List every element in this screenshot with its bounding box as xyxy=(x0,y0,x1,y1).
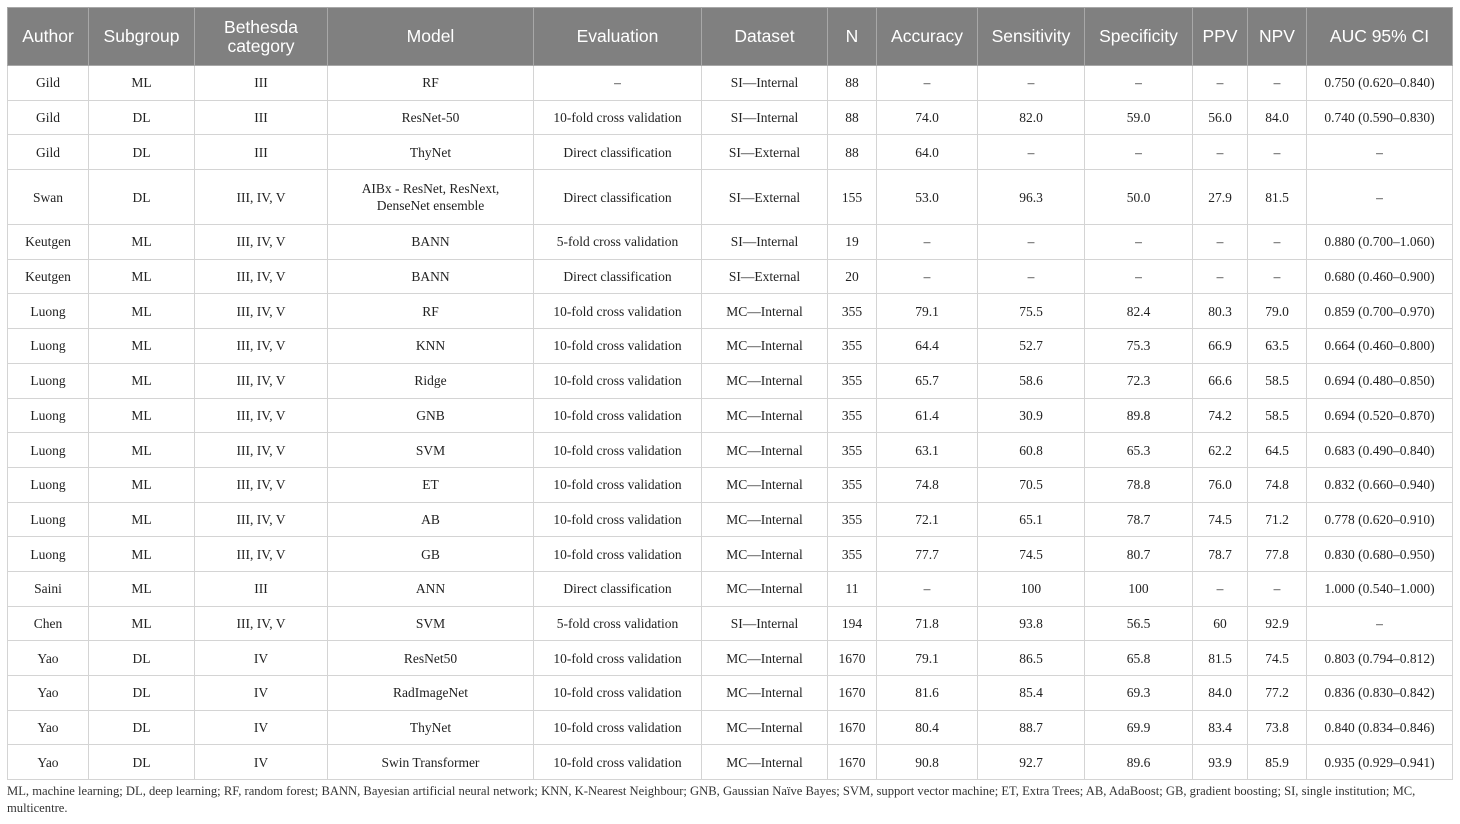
cell-accuracy: – xyxy=(877,571,978,606)
table-row xyxy=(8,537,1453,572)
cell-sensitivity: 65.1 xyxy=(978,502,1085,537)
cell-auc-ci: 0.832 (0.660–0.940) xyxy=(1307,467,1453,502)
cell-npv: – xyxy=(1248,135,1307,170)
column-header-auc-ci: AUC 95% CI xyxy=(1307,8,1453,66)
cell-dataset: SI—Internal xyxy=(702,225,828,260)
cell-author: Luong xyxy=(8,329,89,364)
cell-sensitivity: 86.5 xyxy=(978,641,1085,676)
cell-dataset: MC—Internal xyxy=(702,398,828,433)
table-row xyxy=(8,363,1453,398)
table-row xyxy=(8,606,1453,641)
cell-specificity: 72.3 xyxy=(1085,363,1193,398)
cell-specificity: 59.0 xyxy=(1085,100,1193,135)
cell-sensitivity: 100 xyxy=(978,571,1085,606)
cell-model: BANN xyxy=(328,259,534,294)
cell-author: Keutgen xyxy=(8,259,89,294)
cell-npv: – xyxy=(1248,259,1307,294)
cell-dataset: MC—Internal xyxy=(702,641,828,676)
cell-subgroup: ML xyxy=(89,363,195,398)
cell-sensitivity: 30.9 xyxy=(978,398,1085,433)
cell-ppv: – xyxy=(1193,571,1248,606)
cell-n: 155 xyxy=(828,170,877,225)
table-header-row xyxy=(8,8,1453,66)
table-row xyxy=(8,676,1453,711)
cell-model: SVM xyxy=(328,606,534,641)
cell-ppv: 81.5 xyxy=(1193,641,1248,676)
table-row xyxy=(8,641,1453,676)
cell-bethesda-category: III, IV, V xyxy=(195,329,328,364)
cell-sensitivity: 74.5 xyxy=(978,537,1085,572)
cell-specificity: 75.3 xyxy=(1085,329,1193,364)
cell-sensitivity: 60.8 xyxy=(978,433,1085,468)
cell-specificity: – xyxy=(1085,259,1193,294)
cell-author: Luong xyxy=(8,398,89,433)
cell-sensitivity: – xyxy=(978,225,1085,260)
cell-dataset: MC—Internal xyxy=(702,571,828,606)
cell-sensitivity: 93.8 xyxy=(978,606,1085,641)
cell-subgroup: DL xyxy=(89,641,195,676)
cell-ppv: 78.7 xyxy=(1193,537,1248,572)
cell-dataset: SI—Internal xyxy=(702,606,828,641)
cell-author: Yao xyxy=(8,745,89,780)
cell-model: SVM xyxy=(328,433,534,468)
cell-dataset: MC—Internal xyxy=(702,433,828,468)
cell-specificity: 78.8 xyxy=(1085,467,1193,502)
results-table-container xyxy=(7,7,1452,780)
cell-author: Gild xyxy=(8,135,89,170)
cell-bethesda-category: III, IV, V xyxy=(195,467,328,502)
cell-bethesda-category: III, IV, V xyxy=(195,259,328,294)
cell-bethesda-category: III, IV, V xyxy=(195,363,328,398)
cell-dataset: MC—Internal xyxy=(702,467,828,502)
cell-author: Luong xyxy=(8,537,89,572)
cell-bethesda-category: III, IV, V xyxy=(195,502,328,537)
cell-bethesda-category: IV xyxy=(195,710,328,745)
cell-model: ResNet-50 xyxy=(328,100,534,135)
cell-npv: 92.9 xyxy=(1248,606,1307,641)
cell-evaluation: 10-fold cross validation xyxy=(534,676,702,711)
cell-dataset: SI—External xyxy=(702,135,828,170)
cell-evaluation: 10-fold cross validation xyxy=(534,329,702,364)
column-header-sensitivity: Sensitivity xyxy=(978,8,1085,66)
cell-accuracy: 74.0 xyxy=(877,100,978,135)
cell-accuracy: 71.8 xyxy=(877,606,978,641)
cell-accuracy: 65.7 xyxy=(877,363,978,398)
cell-evaluation: 10-fold cross validation xyxy=(534,641,702,676)
cell-npv: – xyxy=(1248,225,1307,260)
cell-sensitivity: 96.3 xyxy=(978,170,1085,225)
cell-subgroup: DL xyxy=(89,745,195,780)
cell-specificity: 50.0 xyxy=(1085,170,1193,225)
cell-sensitivity: 88.7 xyxy=(978,710,1085,745)
cell-n: 355 xyxy=(828,467,877,502)
cell-npv: 63.5 xyxy=(1248,329,1307,364)
cell-author: Swan xyxy=(8,170,89,225)
table-row xyxy=(8,745,1453,780)
cell-author: Luong xyxy=(8,363,89,398)
cell-auc-ci: 0.840 (0.834–0.846) xyxy=(1307,710,1453,745)
cell-author: Yao xyxy=(8,641,89,676)
cell-n: 88 xyxy=(828,135,877,170)
cell-ppv: – xyxy=(1193,66,1248,101)
cell-specificity: 65.3 xyxy=(1085,433,1193,468)
cell-ppv: 60 xyxy=(1193,606,1248,641)
cell-sensitivity: 75.5 xyxy=(978,294,1085,329)
cell-npv: 74.8 xyxy=(1248,467,1307,502)
table-row xyxy=(8,135,1453,170)
cell-dataset: MC—Internal xyxy=(702,502,828,537)
cell-ppv: – xyxy=(1193,225,1248,260)
cell-bethesda-category: III xyxy=(195,571,328,606)
cell-n: 355 xyxy=(828,433,877,468)
cell-ppv: 27.9 xyxy=(1193,170,1248,225)
cell-subgroup: DL xyxy=(89,135,195,170)
column-header-ppv: PPV xyxy=(1193,8,1248,66)
cell-npv: – xyxy=(1248,66,1307,101)
cell-ppv: – xyxy=(1193,259,1248,294)
cell-subgroup: ML xyxy=(89,398,195,433)
cell-specificity: 89.6 xyxy=(1085,745,1193,780)
cell-ppv: 56.0 xyxy=(1193,100,1248,135)
cell-accuracy: 79.1 xyxy=(877,294,978,329)
cell-author: Yao xyxy=(8,710,89,745)
cell-evaluation: 10-fold cross validation xyxy=(534,502,702,537)
cell-sensitivity: – xyxy=(978,259,1085,294)
cell-specificity: 89.8 xyxy=(1085,398,1193,433)
cell-accuracy: – xyxy=(877,259,978,294)
cell-subgroup: ML xyxy=(89,606,195,641)
cell-evaluation: 10-fold cross validation xyxy=(534,710,702,745)
cell-npv: 79.0 xyxy=(1248,294,1307,329)
cell-accuracy: 81.6 xyxy=(877,676,978,711)
cell-specificity: – xyxy=(1085,225,1193,260)
cell-accuracy: 53.0 xyxy=(877,170,978,225)
cell-dataset: MC—Internal xyxy=(702,537,828,572)
cell-model: AB xyxy=(328,502,534,537)
cell-author: Luong xyxy=(8,433,89,468)
cell-dataset: MC—Internal xyxy=(702,676,828,711)
table-row xyxy=(8,170,1453,225)
table-body xyxy=(8,66,1453,780)
cell-accuracy: 64.0 xyxy=(877,135,978,170)
cell-evaluation: 5-fold cross validation xyxy=(534,606,702,641)
cell-author: Luong xyxy=(8,294,89,329)
cell-bethesda-category: III, IV, V xyxy=(195,433,328,468)
cell-auc-ci: – xyxy=(1307,606,1453,641)
cell-accuracy: 74.8 xyxy=(877,467,978,502)
cell-subgroup: ML xyxy=(89,66,195,101)
cell-author: Chen xyxy=(8,606,89,641)
cell-bethesda-category: III xyxy=(195,66,328,101)
cell-author: Luong xyxy=(8,467,89,502)
cell-dataset: SI—External xyxy=(702,259,828,294)
column-header-evaluation: Evaluation xyxy=(534,8,702,66)
cell-accuracy: 90.8 xyxy=(877,745,978,780)
cell-ppv: 80.3 xyxy=(1193,294,1248,329)
table-row xyxy=(8,66,1453,101)
cell-dataset: SI—External xyxy=(702,170,828,225)
cell-model: BANN xyxy=(328,225,534,260)
table-row xyxy=(8,571,1453,606)
cell-n: 19 xyxy=(828,225,877,260)
cell-evaluation: Direct classification xyxy=(534,170,702,225)
cell-accuracy: 77.7 xyxy=(877,537,978,572)
column-header-accuracy: Accuracy xyxy=(877,8,978,66)
cell-n: 1670 xyxy=(828,745,877,780)
column-header-dataset: Dataset xyxy=(702,8,828,66)
cell-evaluation: 10-fold cross validation xyxy=(534,363,702,398)
cell-author: Keutgen xyxy=(8,225,89,260)
cell-npv: 58.5 xyxy=(1248,363,1307,398)
cell-evaluation: 10-fold cross validation xyxy=(534,467,702,502)
cell-evaluation: Direct classification xyxy=(534,571,702,606)
cell-auc-ci: 0.830 (0.680–0.950) xyxy=(1307,537,1453,572)
cell-npv: 77.8 xyxy=(1248,537,1307,572)
cell-auc-ci: 0.859 (0.700–0.970) xyxy=(1307,294,1453,329)
column-header-n: N xyxy=(828,8,877,66)
cell-model: KNN xyxy=(328,329,534,364)
cell-auc-ci: 0.694 (0.480–0.850) xyxy=(1307,363,1453,398)
cell-specificity: 82.4 xyxy=(1085,294,1193,329)
cell-sensitivity: – xyxy=(978,135,1085,170)
column-header-model: Model xyxy=(328,8,534,66)
cell-ppv: – xyxy=(1193,135,1248,170)
cell-author: Gild xyxy=(8,66,89,101)
cell-npv: 71.2 xyxy=(1248,502,1307,537)
cell-subgroup: ML xyxy=(89,329,195,364)
cell-dataset: MC—Internal xyxy=(702,710,828,745)
cell-npv: 73.8 xyxy=(1248,710,1307,745)
cell-bethesda-category: IV xyxy=(195,641,328,676)
cell-specificity: 69.3 xyxy=(1085,676,1193,711)
cell-subgroup: ML xyxy=(89,433,195,468)
cell-author: Gild xyxy=(8,100,89,135)
cell-model: RF xyxy=(328,66,534,101)
cell-author: Saini xyxy=(8,571,89,606)
cell-ppv: 76.0 xyxy=(1193,467,1248,502)
column-header-subgroup: Subgroup xyxy=(89,8,195,66)
cell-dataset: MC—Internal xyxy=(702,329,828,364)
table-row xyxy=(8,433,1453,468)
cell-subgroup: DL xyxy=(89,170,195,225)
cell-accuracy: 80.4 xyxy=(877,710,978,745)
table-row xyxy=(8,259,1453,294)
cell-ppv: 93.9 xyxy=(1193,745,1248,780)
cell-sensitivity: 70.5 xyxy=(978,467,1085,502)
table-row xyxy=(8,502,1453,537)
cell-model: Swin Transformer xyxy=(328,745,534,780)
cell-n: 11 xyxy=(828,571,877,606)
table-row xyxy=(8,294,1453,329)
cell-npv: 84.0 xyxy=(1248,100,1307,135)
cell-sensitivity: – xyxy=(978,66,1085,101)
column-header-bethesda-category: Bethesda category xyxy=(195,8,328,66)
cell-n: 355 xyxy=(828,363,877,398)
cell-author: Yao xyxy=(8,676,89,711)
cell-dataset: SI—Internal xyxy=(702,100,828,135)
cell-bethesda-category: III, IV, V xyxy=(195,225,328,260)
results-table xyxy=(7,7,1453,780)
cell-accuracy: – xyxy=(877,225,978,260)
cell-npv: 58.5 xyxy=(1248,398,1307,433)
cell-ppv: 66.6 xyxy=(1193,363,1248,398)
cell-accuracy: 64.4 xyxy=(877,329,978,364)
cell-auc-ci: 0.664 (0.460–0.800) xyxy=(1307,329,1453,364)
column-header-specificity: Specificity xyxy=(1085,8,1193,66)
cell-model: AIBx - ResNet, ResNext, DenseNet ensemble xyxy=(328,170,534,225)
cell-subgroup: ML xyxy=(89,259,195,294)
cell-auc-ci: 0.740 (0.590–0.830) xyxy=(1307,100,1453,135)
cell-npv: 85.9 xyxy=(1248,745,1307,780)
cell-subgroup: DL xyxy=(89,710,195,745)
cell-auc-ci: 0.750 (0.620–0.840) xyxy=(1307,66,1453,101)
table-row xyxy=(8,100,1453,135)
table-header xyxy=(8,8,1453,66)
column-header-npv: NPV xyxy=(1248,8,1307,66)
cell-bethesda-category: III, IV, V xyxy=(195,537,328,572)
cell-n: 20 xyxy=(828,259,877,294)
cell-ppv: 83.4 xyxy=(1193,710,1248,745)
cell-npv: 74.5 xyxy=(1248,641,1307,676)
cell-n: 355 xyxy=(828,294,877,329)
cell-auc-ci: 0.694 (0.520–0.870) xyxy=(1307,398,1453,433)
cell-subgroup: DL xyxy=(89,100,195,135)
table-footnote: ML, machine learning; DL, deep learning; RF, random forest; BANN, Bayesian artificial neural network; KNN, K-Nearest Neighbour; GNB, Gaussian Naïve Bayes; SVM, support vector machine; ET, Extra Trees; AB, AdaBoost; GB, gradient boosting; SI, single institution; MC, multicentre. xyxy=(7,784,1416,815)
table-row xyxy=(8,398,1453,433)
cell-bethesda-category: III, IV, V xyxy=(195,294,328,329)
cell-model: ThyNet xyxy=(328,135,534,170)
cell-model: ThyNet xyxy=(328,710,534,745)
cell-bethesda-category: III, IV, V xyxy=(195,398,328,433)
cell-auc-ci: – xyxy=(1307,135,1453,170)
cell-subgroup: ML xyxy=(89,225,195,260)
table-row xyxy=(8,467,1453,502)
cell-subgroup: ML xyxy=(89,294,195,329)
cell-accuracy: 63.1 xyxy=(877,433,978,468)
cell-evaluation: – xyxy=(534,66,702,101)
cell-model: RadImageNet xyxy=(328,676,534,711)
cell-auc-ci: 0.935 (0.929–0.941) xyxy=(1307,745,1453,780)
cell-model: ET xyxy=(328,467,534,502)
column-header-author: Author xyxy=(8,8,89,66)
table-row xyxy=(8,225,1453,260)
cell-specificity: – xyxy=(1085,66,1193,101)
cell-specificity: 56.5 xyxy=(1085,606,1193,641)
cell-auc-ci: 0.803 (0.794–0.812) xyxy=(1307,641,1453,676)
cell-specificity: 80.7 xyxy=(1085,537,1193,572)
cell-auc-ci: – xyxy=(1307,170,1453,225)
cell-ppv: 66.9 xyxy=(1193,329,1248,364)
cell-dataset: MC—Internal xyxy=(702,745,828,780)
cell-n: 194 xyxy=(828,606,877,641)
cell-ppv: 74.2 xyxy=(1193,398,1248,433)
cell-accuracy: – xyxy=(877,66,978,101)
cell-npv: 64.5 xyxy=(1248,433,1307,468)
table-row xyxy=(8,329,1453,364)
cell-model: GB xyxy=(328,537,534,572)
cell-subgroup: ML xyxy=(89,502,195,537)
cell-model: GNB xyxy=(328,398,534,433)
cell-evaluation: Direct classification xyxy=(534,135,702,170)
cell-auc-ci: 0.680 (0.460–0.900) xyxy=(1307,259,1453,294)
cell-ppv: 84.0 xyxy=(1193,676,1248,711)
cell-bethesda-category: IV xyxy=(195,745,328,780)
cell-accuracy: 72.1 xyxy=(877,502,978,537)
cell-ppv: 74.5 xyxy=(1193,502,1248,537)
cell-evaluation: 10-fold cross validation xyxy=(534,398,702,433)
cell-sensitivity: 82.0 xyxy=(978,100,1085,135)
cell-bethesda-category: III xyxy=(195,100,328,135)
cell-n: 88 xyxy=(828,66,877,101)
cell-evaluation: 10-fold cross validation xyxy=(534,433,702,468)
cell-n: 355 xyxy=(828,398,877,433)
cell-n: 1670 xyxy=(828,676,877,711)
cell-specificity: – xyxy=(1085,135,1193,170)
cell-bethesda-category: III, IV, V xyxy=(195,606,328,641)
cell-npv: 81.5 xyxy=(1248,170,1307,225)
cell-auc-ci: 1.000 (0.540–1.000) xyxy=(1307,571,1453,606)
cell-bethesda-category: III xyxy=(195,135,328,170)
cell-accuracy: 61.4 xyxy=(877,398,978,433)
cell-specificity: 78.7 xyxy=(1085,502,1193,537)
cell-n: 88 xyxy=(828,100,877,135)
cell-n: 1670 xyxy=(828,710,877,745)
cell-ppv: 62.2 xyxy=(1193,433,1248,468)
cell-n: 1670 xyxy=(828,641,877,676)
cell-auc-ci: 0.683 (0.490–0.840) xyxy=(1307,433,1453,468)
cell-subgroup: DL xyxy=(89,676,195,711)
cell-evaluation: 10-fold cross validation xyxy=(534,294,702,329)
cell-evaluation: 10-fold cross validation xyxy=(534,745,702,780)
cell-auc-ci: 0.880 (0.700–1.060) xyxy=(1307,225,1453,260)
cell-accuracy: 79.1 xyxy=(877,641,978,676)
cell-bethesda-category: III, IV, V xyxy=(195,170,328,225)
table-row xyxy=(8,710,1453,745)
cell-subgroup: ML xyxy=(89,467,195,502)
cell-specificity: 100 xyxy=(1085,571,1193,606)
cell-subgroup: ML xyxy=(89,571,195,606)
cell-subgroup: ML xyxy=(89,537,195,572)
cell-sensitivity: 52.7 xyxy=(978,329,1085,364)
cell-model: ANN xyxy=(328,571,534,606)
cell-evaluation: 10-fold cross validation xyxy=(534,100,702,135)
cell-n: 355 xyxy=(828,329,877,364)
cell-sensitivity: 85.4 xyxy=(978,676,1085,711)
cell-specificity: 65.8 xyxy=(1085,641,1193,676)
cell-dataset: MC—Internal xyxy=(702,294,828,329)
cell-model: Ridge xyxy=(328,363,534,398)
cell-npv: 77.2 xyxy=(1248,676,1307,711)
cell-sensitivity: 58.6 xyxy=(978,363,1085,398)
cell-dataset: MC—Internal xyxy=(702,363,828,398)
cell-npv: – xyxy=(1248,571,1307,606)
cell-dataset: SI—Internal xyxy=(702,66,828,101)
cell-n: 355 xyxy=(828,537,877,572)
cell-auc-ci: 0.836 (0.830–0.842) xyxy=(1307,676,1453,711)
cell-bethesda-category: IV xyxy=(195,676,328,711)
cell-evaluation: 5-fold cross validation xyxy=(534,225,702,260)
cell-n: 355 xyxy=(828,502,877,537)
cell-specificity: 69.9 xyxy=(1085,710,1193,745)
cell-author: Luong xyxy=(8,502,89,537)
cell-evaluation: 10-fold cross validation xyxy=(534,537,702,572)
cell-evaluation: Direct classification xyxy=(534,259,702,294)
cell-model: RF xyxy=(328,294,534,329)
cell-model: ResNet50 xyxy=(328,641,534,676)
cell-sensitivity: 92.7 xyxy=(978,745,1085,780)
cell-auc-ci: 0.778 (0.620–0.910) xyxy=(1307,502,1453,537)
